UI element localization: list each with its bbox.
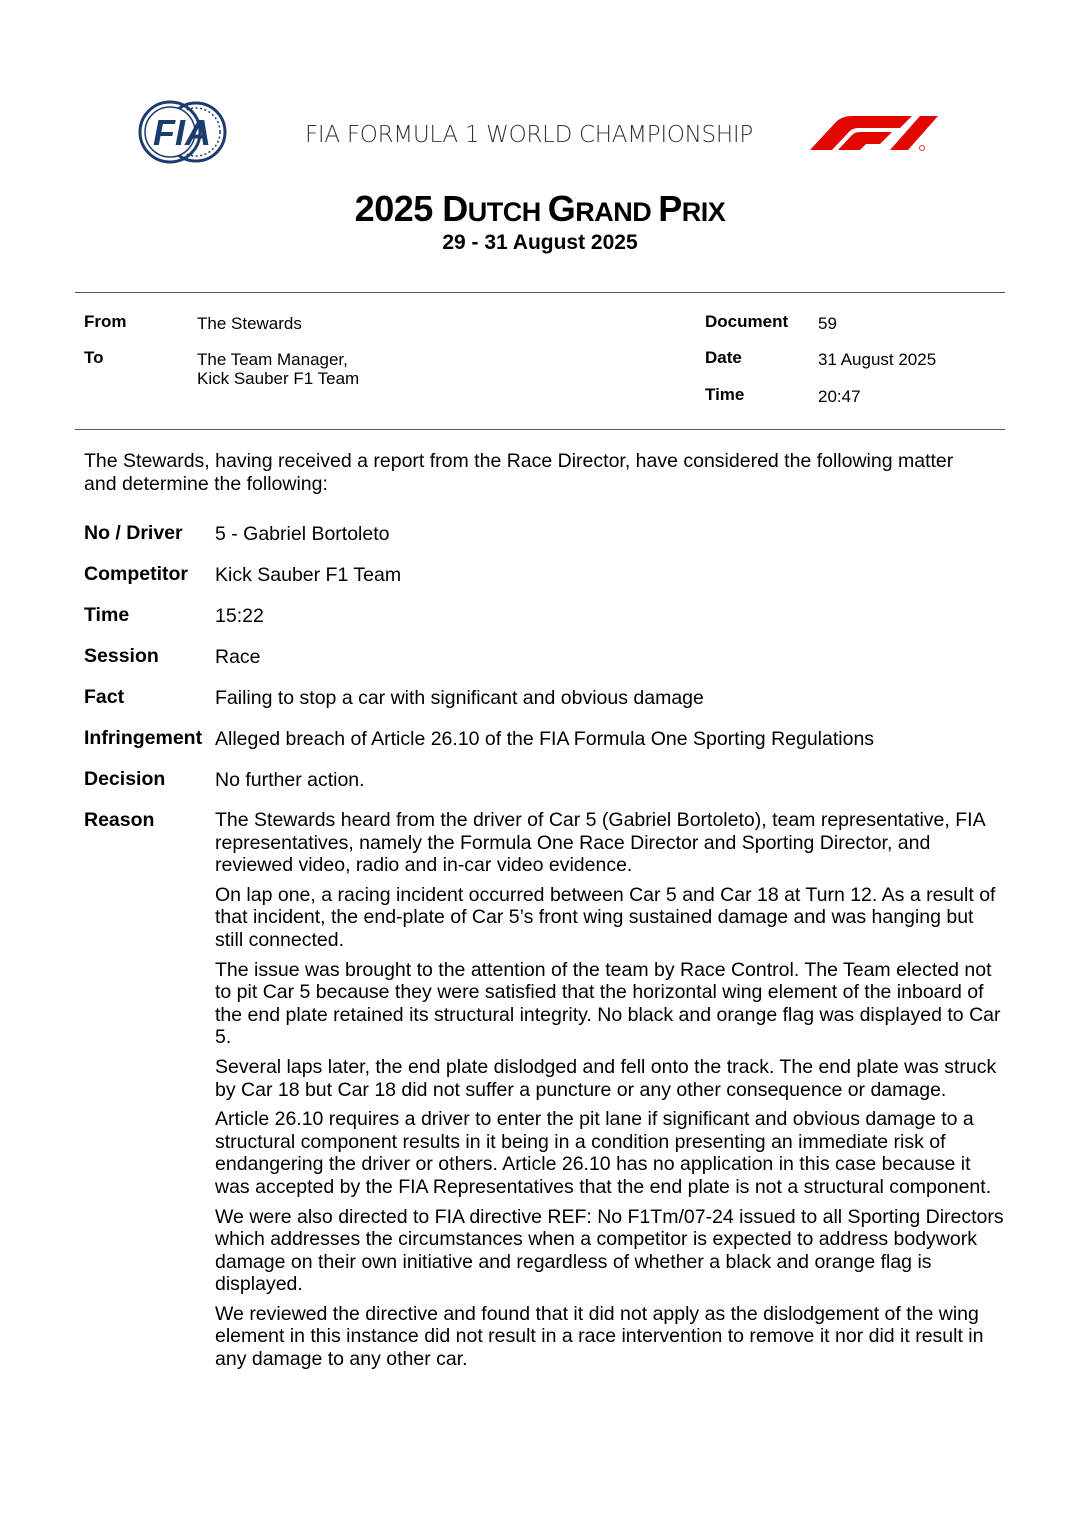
from-label: From — [84, 312, 127, 331]
competitor-value: Kick Sauber F1 Team — [215, 564, 402, 586]
document-label: Document — [705, 312, 789, 331]
to-label: To — [84, 348, 104, 367]
driver-value: 5 - Gabriel Bortoleto — [215, 523, 390, 545]
decision-label: Decision — [84, 768, 166, 790]
reason-paragraph: We were also directed to FIA directive REF: No F1Tm/07-24 issued to all Sporting Directors which addresses the circumstances when a competitor is expected to address bodywork damage on their own initiative and regardless of whether a black and orange flag is displayed. — [215, 1205, 1004, 1296]
document-value: 59 — [818, 314, 837, 333]
time-label: Time — [705, 385, 745, 404]
fact-value: Failing to stop a car with significant and obvious damage — [215, 687, 704, 709]
session-time-value: 15:22 — [215, 605, 264, 627]
info-divider — [75, 429, 1005, 430]
infringement-label: Infringement — [84, 727, 203, 749]
session-time-label: Time — [84, 604, 130, 626]
intro-paragraph: The Stewards, having received a report from the Race Director, have considered the following matter and determine the following: — [84, 450, 954, 495]
championship-title: FIA FORMULA 1 WORLD CHAMPIONSHIP — [305, 122, 753, 148]
from-value: The Stewards — [197, 314, 302, 333]
reason-paragraph: We reviewed the directive and found that it did not apply as the dislodgement of the wing element in this instance did not result in a race intervention to remove it nor did it result in any damage to any other car. — [215, 1302, 984, 1371]
decision-value: No further action. — [215, 769, 365, 791]
reason-paragraph: The Stewards heard from the driver of Car 5 (Gabriel Bortoleto), team representative, FIA representatives, namely the Formula One Race Director and Sporting Director, and reviewed video, radio and in-car video evidence. — [215, 809, 985, 877]
reason-paragraph: Article 26.10 requires a driver to enter the pit lane if significant and obvious damage to a structural component results in it being in a condition presenting an immediate risk of endangering the driver or others. Article 26.10 has no application in this case because it was accepted by the FIA Representatives that the end plate is not a structural component. — [215, 1108, 992, 1198]
infringement-value: Alleged breach of Article 26.10 of the FIA Formula One Sporting Regulations — [215, 728, 875, 750]
reason-label: Reason — [84, 809, 155, 831]
driver-label: No / Driver — [84, 522, 183, 544]
fia-logo-icon — [138, 100, 228, 164]
reason-paragraph: On lap one, a racing incident occurred between Car 5 and Car 18 at Turn 12. As a result of that incident, the end-plate of Car 5’s front wing sustained damage and was hanging but still connected. — [215, 883, 996, 951]
event-title: 2025 DUTCH GRAND PRIX — [354, 188, 726, 229]
f1-logo-icon — [808, 112, 942, 154]
header-divider — [75, 292, 1005, 293]
reason-paragraph: Several laps later, the end plate dislodged and fell onto the track. The end plate was struck by Car 18 but Car 18 did not suffer a puncture or any other consequence or damage. — [215, 1055, 997, 1101]
session-label: Session — [84, 645, 159, 667]
to-value-line1: The Team Manager, — [197, 350, 348, 369]
session-value: Race — [215, 646, 261, 668]
reason-body — [215, 809, 1005, 1378]
fact-label: Fact — [84, 686, 125, 708]
competitor-label: Competitor — [84, 563, 188, 585]
reason-paragraph: The issue was brought to the attention of the team by Race Control. The Team elected not to pit Car 5 because they were satisfied that the horizontal wing element of the inboard of the end plate retained its structural integrity. No black and orange flag was displayed to Car 5. — [215, 958, 1001, 1049]
to-value-line2: Kick Sauber F1 Team — [197, 369, 360, 388]
event-dates: 29 - 31 August 2025 — [442, 231, 638, 254]
date-value: 31 August 2025 — [818, 350, 937, 369]
time-value: 20:47 — [818, 387, 861, 406]
fia-logo-text: FIA — [153, 112, 211, 153]
date-label: Date — [705, 348, 742, 367]
